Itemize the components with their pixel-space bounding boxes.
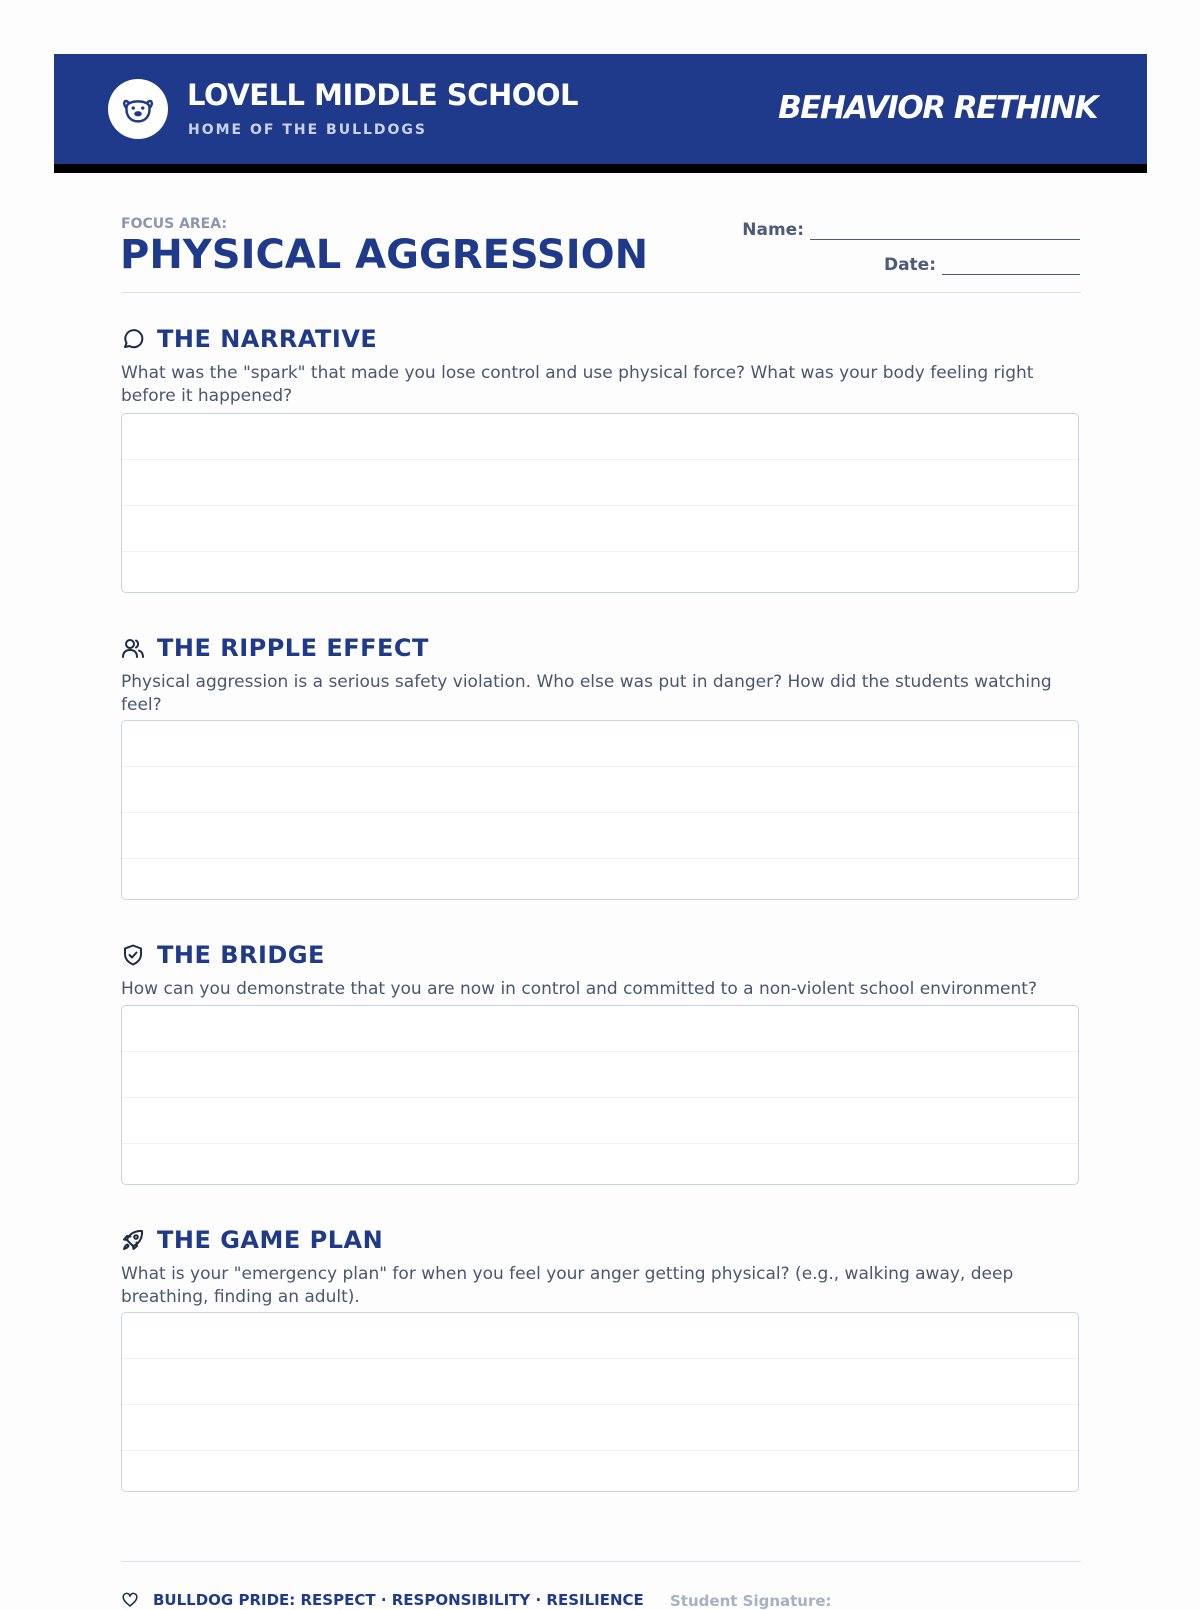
answer-box-ripple-effect[interactable] [121, 720, 1079, 900]
name-blank-line[interactable] [810, 225, 1080, 240]
name-label: Name: [742, 220, 804, 240]
heart-icon [121, 1591, 139, 1609]
section-prompt: Physical aggression is a serious safety violation. Who else was put in danger? How did the students watching feel? [121, 672, 1052, 715]
section-title: THE NARRATIVE [157, 325, 378, 353]
section-narrative [121, 323, 1081, 408]
section-game-plan [121, 1224, 1081, 1309]
section-title: THE RIPPLE EFFECT [157, 634, 429, 662]
date-label: Date: [883, 255, 936, 275]
footer-divider [121, 1561, 1081, 1562]
program-title: BEHAVIOR RETHINK [778, 90, 1097, 126]
footer-motto-text: BULLDOG PRIDE: RESPECT · RESPONSIBILITY · RESILIENCE [153, 1591, 644, 1609]
school-subtitle: HOME OF THE BULLDOGS [188, 122, 428, 138]
answer-box-game-plan[interactable] [121, 1312, 1079, 1492]
focus-area-label: FOCUS AREA: [121, 216, 227, 232]
section-bridge [121, 939, 1081, 1001]
date-field[interactable] [884, 255, 1080, 275]
student-signature-label: Student Signature: [670, 1592, 832, 1610]
shield-check-icon [121, 943, 145, 967]
header-divider [121, 292, 1081, 293]
footer-motto [121, 1591, 644, 1609]
section-title: THE BRIDGE [157, 941, 325, 969]
section-prompt: What was the "spark" that made you lose control and use physical force? What was your body feeling right before it happened? [121, 363, 1034, 406]
section-title: THE GAME PLAN [157, 1226, 384, 1254]
speech-bubble-icon [121, 327, 145, 351]
bulldog-icon [108, 79, 168, 139]
name-field[interactable] [742, 220, 1080, 240]
users-icon [121, 636, 145, 660]
section-prompt: How can you demonstrate that you are now in control and committed to a non-violent school environment? [121, 979, 1037, 999]
answer-box-bridge[interactable] [121, 1005, 1079, 1185]
answer-box-narrative[interactable] [121, 413, 1079, 593]
rocket-icon [121, 1228, 145, 1252]
school-header [54, 54, 1147, 173]
focus-area-title: PHYSICAL AGGRESSION [120, 232, 649, 278]
school-name: LOVELL MIDDLE SCHOOL [187, 78, 579, 112]
date-blank-line[interactable] [942, 260, 1080, 275]
section-ripple-effect [121, 632, 1081, 717]
section-prompt: What is your "emergency plan" for when you feel your anger getting physical? (e.g., walking away, deep breathing, finding an adult). [121, 1264, 1014, 1307]
